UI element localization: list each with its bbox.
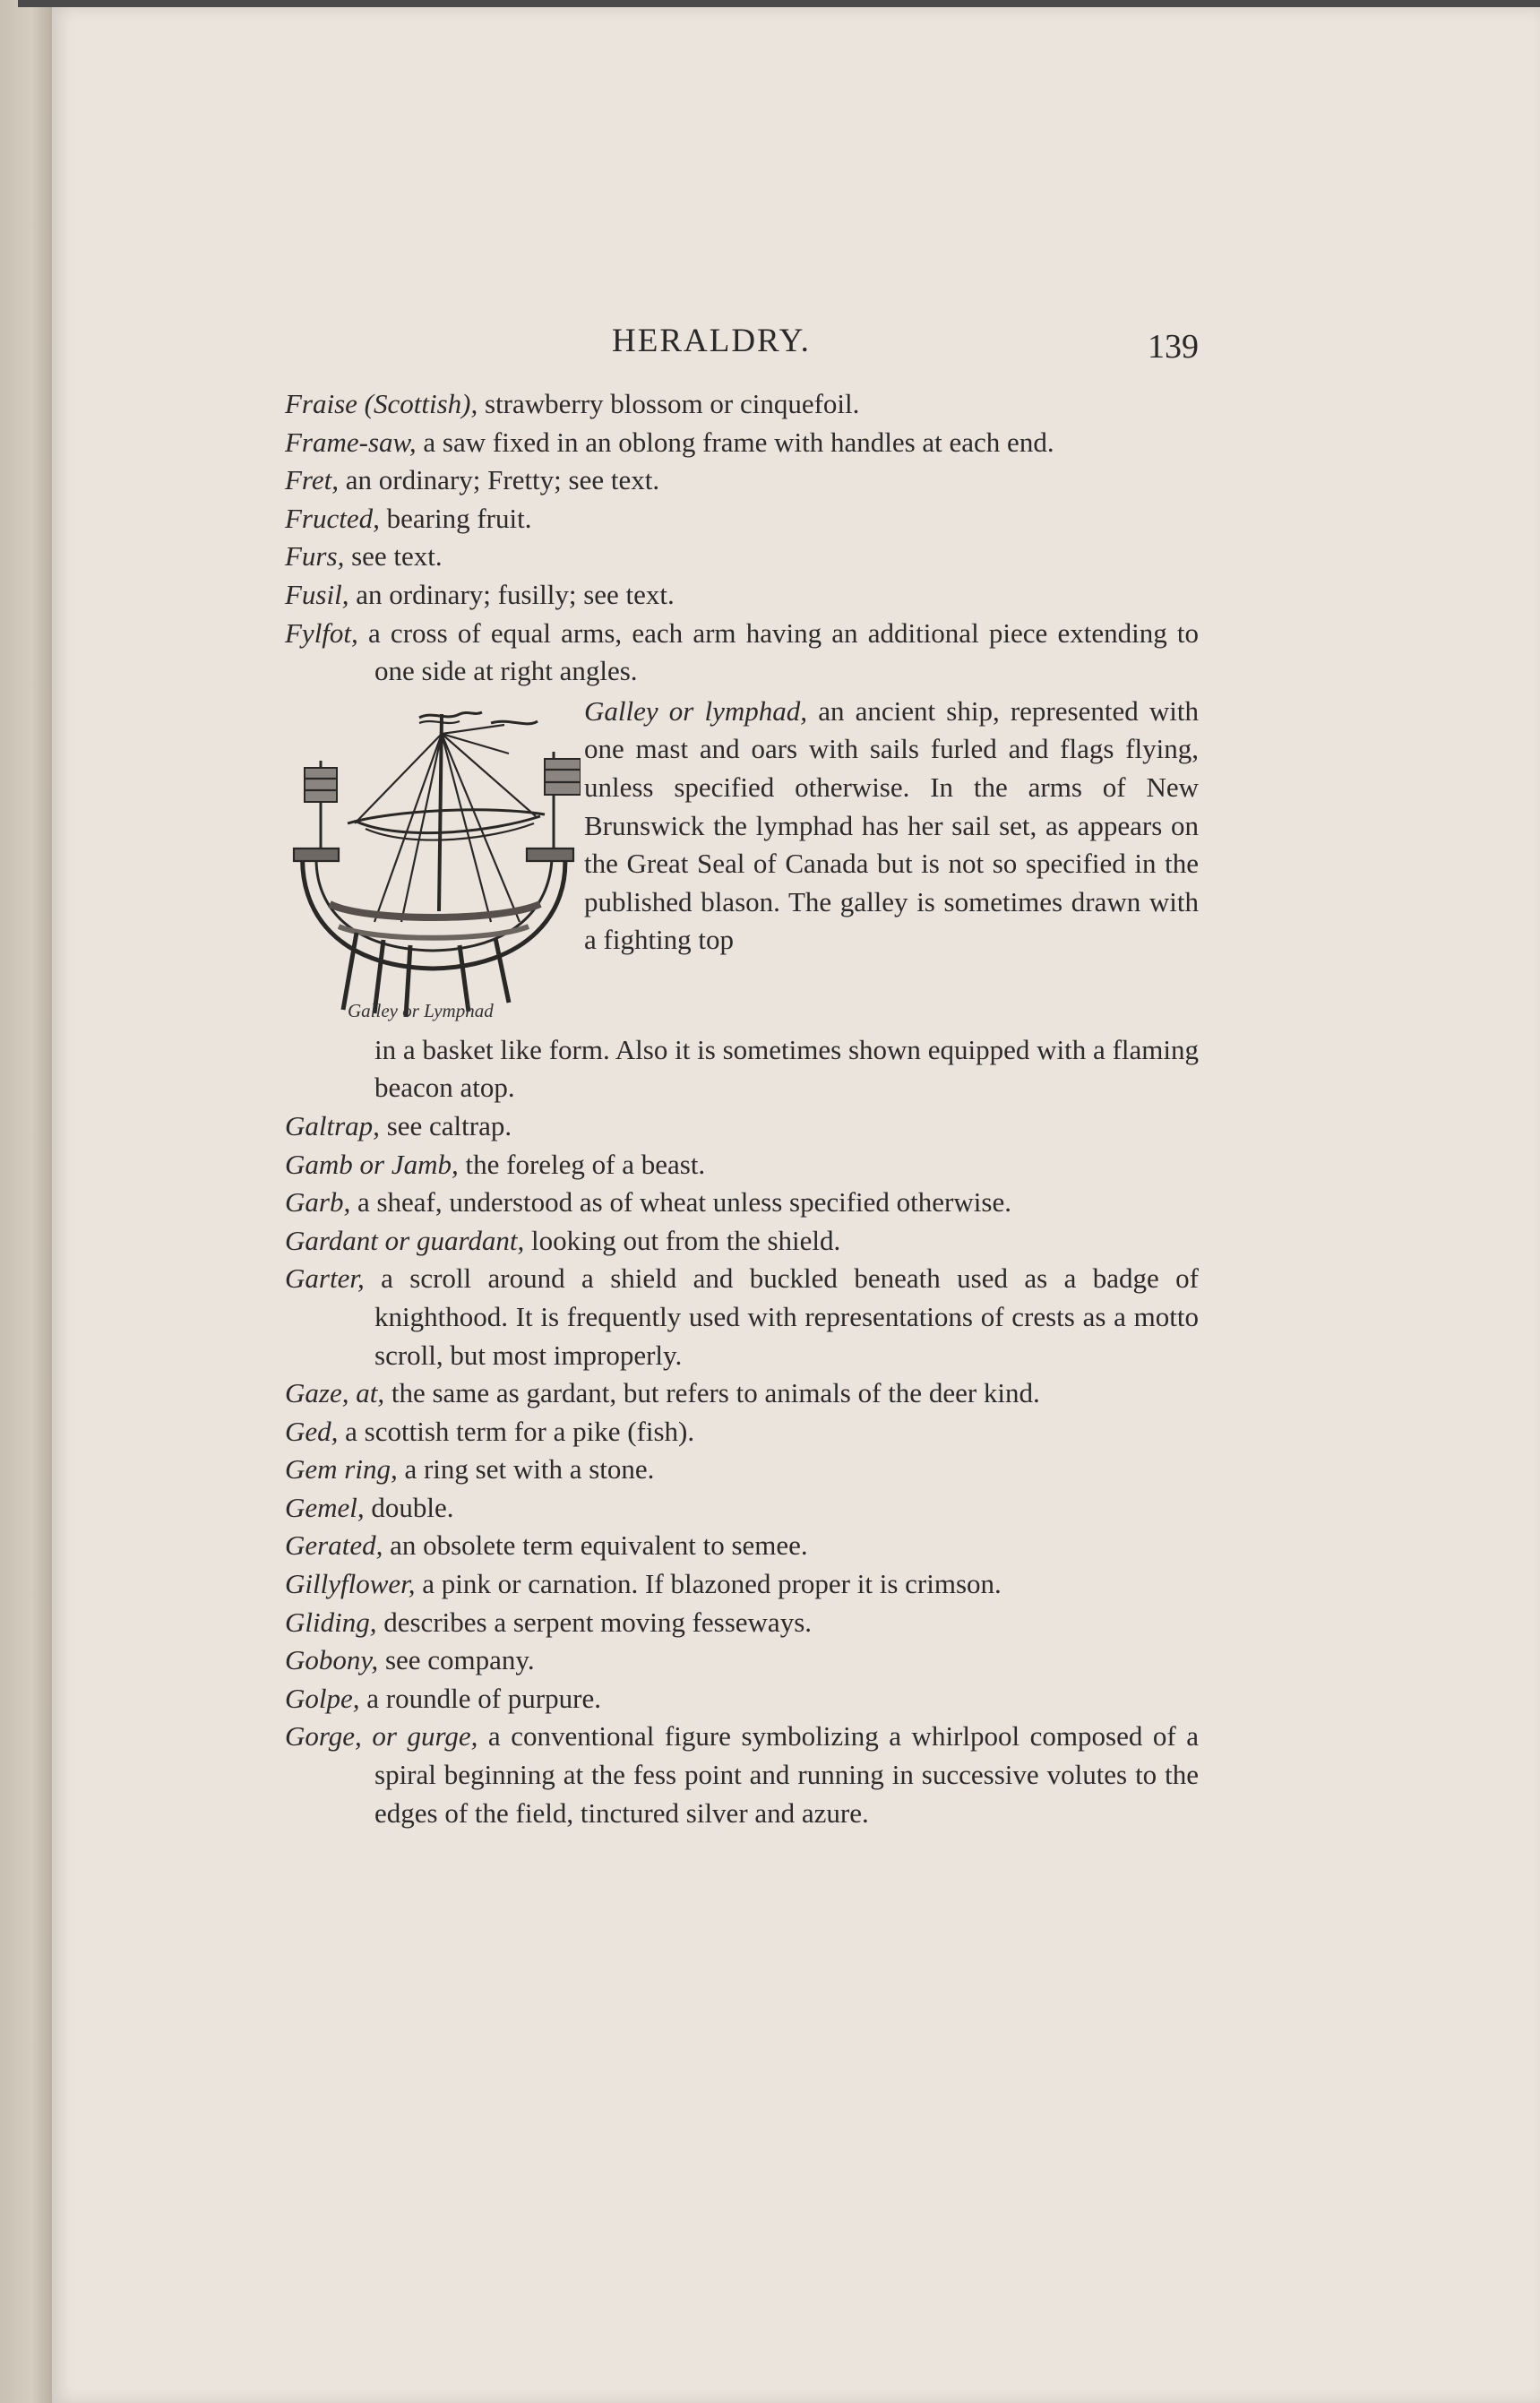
entry-term: Garb, xyxy=(285,1186,351,1219)
glossary-entry xyxy=(285,1718,1199,1832)
entry-definition: a pink or carnation. If blazoned proper it is crimson. xyxy=(415,1568,1002,1600)
entry-term: Gillyflower, xyxy=(285,1568,416,1600)
galley-entry-with-figure xyxy=(285,693,1199,1031)
glossary-entry xyxy=(285,1527,1199,1565)
entry-term: Gardant or guardant, xyxy=(285,1224,525,1256)
entry-definition: a scroll around a shield and buckled beneath used as a badge of knighthood. It is frequently used with representations of crests as a motto scroll, but most improperly. xyxy=(364,1262,1199,1371)
entry-definition: a cross of equal arms, each arm having an additional piece extending to one side at right angles. xyxy=(357,616,1199,687)
glossary-entry xyxy=(285,538,1199,576)
glossary-entry xyxy=(285,1222,1199,1261)
entry-term: Gamb or Jamb, xyxy=(285,1148,459,1180)
entry-definition: a ring set with a stone. xyxy=(397,1453,655,1486)
glossary-entry xyxy=(285,1184,1199,1222)
glossary-entry xyxy=(285,615,1199,691)
entry-term: Galley or lymphad, xyxy=(584,694,808,727)
figure-caption: Galley or Lymphad xyxy=(348,999,494,1021)
entry-term: Gaze, at, xyxy=(285,1377,385,1409)
glossary-entry xyxy=(285,385,1199,424)
glossary-entry xyxy=(285,1565,1199,1604)
entry-definition: the same as gardant, but refers to animals of the deer kind. xyxy=(384,1377,1040,1409)
entry-definition: a scottish term for a pike (fish). xyxy=(338,1415,695,1447)
entry-term: Golpe, xyxy=(285,1682,360,1714)
entry-definition: a conventional figure symbolizing a whirlpool composed of a spiral beginning at the fess point and running in successive volutes to the edges of the field, tinctured silver and azure. xyxy=(374,1720,1200,1829)
entries-before-figure xyxy=(285,385,1199,691)
entry-term: Ged, xyxy=(285,1415,339,1447)
entry-definition: see company. xyxy=(378,1644,535,1676)
glossary-entry xyxy=(285,1260,1199,1374)
entry-definition: an ancient ship, represented with one mast and oars with sails furled and flags flying, unless specified otherwise. In the arms of New Brunswick the lymphad has her sail set, as appears on the Great Seal of Canada but is not so specified in the published blason. The galley is sometimes drawn with a fighting top xyxy=(584,694,1199,956)
page-header xyxy=(285,323,1199,385)
page-top-edge xyxy=(18,0,1540,7)
entry-term: Gem ring, xyxy=(285,1453,398,1486)
entry-term: Fusil, xyxy=(285,578,349,610)
entry-definition: an ordinary; Fretty; see text. xyxy=(338,464,660,496)
running-title: HERALDRY. xyxy=(612,323,811,359)
page-number: 139 xyxy=(1148,328,1199,366)
glossary-entry xyxy=(285,461,1199,500)
entry-definition: the foreleg of a beast. xyxy=(458,1148,706,1180)
glossary-entry xyxy=(285,1413,1199,1451)
book-spine-shadow xyxy=(0,0,52,2403)
glossary-entry xyxy=(285,1489,1199,1528)
entry-term: Gerated, xyxy=(285,1529,383,1562)
entry-definition: strawberry blossom or cinquefoil. xyxy=(477,388,860,419)
entry-definition: double. xyxy=(364,1491,454,1523)
entry-term: Fylfot, xyxy=(285,616,358,649)
entry-definition: bearing fruit. xyxy=(379,502,532,534)
glossary-entry xyxy=(285,1107,1199,1146)
glossary-entry xyxy=(285,500,1199,538)
entry-term: Gliding, xyxy=(285,1606,377,1638)
entry-definition: a sheaf, understood as of wheat unless specified otherwise. xyxy=(350,1186,1011,1219)
page-content xyxy=(285,323,1199,1832)
glossary-entry xyxy=(285,1680,1199,1718)
entry-definition: see text. xyxy=(344,540,443,573)
entry-term: Frame-saw, xyxy=(285,426,417,458)
entry-term: Garter, xyxy=(285,1262,365,1295)
glossary-entry xyxy=(285,1641,1199,1680)
entry-term: Gorge, or gurge, xyxy=(285,1720,478,1753)
entry-definition: an obsolete term equivalent to semee. xyxy=(383,1529,808,1562)
galley-entry-text xyxy=(584,693,1199,960)
entry-term: Gemel, xyxy=(285,1491,365,1523)
glossary-entry xyxy=(285,1374,1199,1413)
entry-term: Furs, xyxy=(285,540,345,573)
entry-definition: a saw fixed in an oblong frame with handles at each end. xyxy=(416,426,1054,458)
entry-term: Gobony, xyxy=(285,1644,379,1676)
entry-definition: an ordinary; fusilly; see text. xyxy=(348,578,675,610)
glossary-entry xyxy=(285,424,1199,462)
galley-entry-continuation: in a basket like form. Also it is sometimes shown equipped with a flaming beacon atop. xyxy=(374,1033,1199,1104)
glossary-entry xyxy=(285,1146,1199,1184)
entries-after-figure xyxy=(285,1107,1199,1832)
entry-term: Fructed, xyxy=(285,502,380,534)
entry-term: Galtrap, xyxy=(285,1109,380,1141)
entry-definition: a roundle of purpure. xyxy=(359,1682,601,1714)
glossary-entry xyxy=(285,1604,1199,1642)
entry-definition: looking out from the shield. xyxy=(524,1224,841,1256)
entry-definition: see caltrap. xyxy=(379,1109,512,1141)
glossary-entry xyxy=(285,576,1199,615)
entry-term: Fraise (Scottish), xyxy=(285,388,478,419)
entry-term: Fret, xyxy=(285,464,339,496)
entry-definition: describes a serpent moving fesseways. xyxy=(376,1606,813,1638)
galley-illustration xyxy=(285,698,581,1031)
glossary-entry xyxy=(285,1451,1199,1489)
